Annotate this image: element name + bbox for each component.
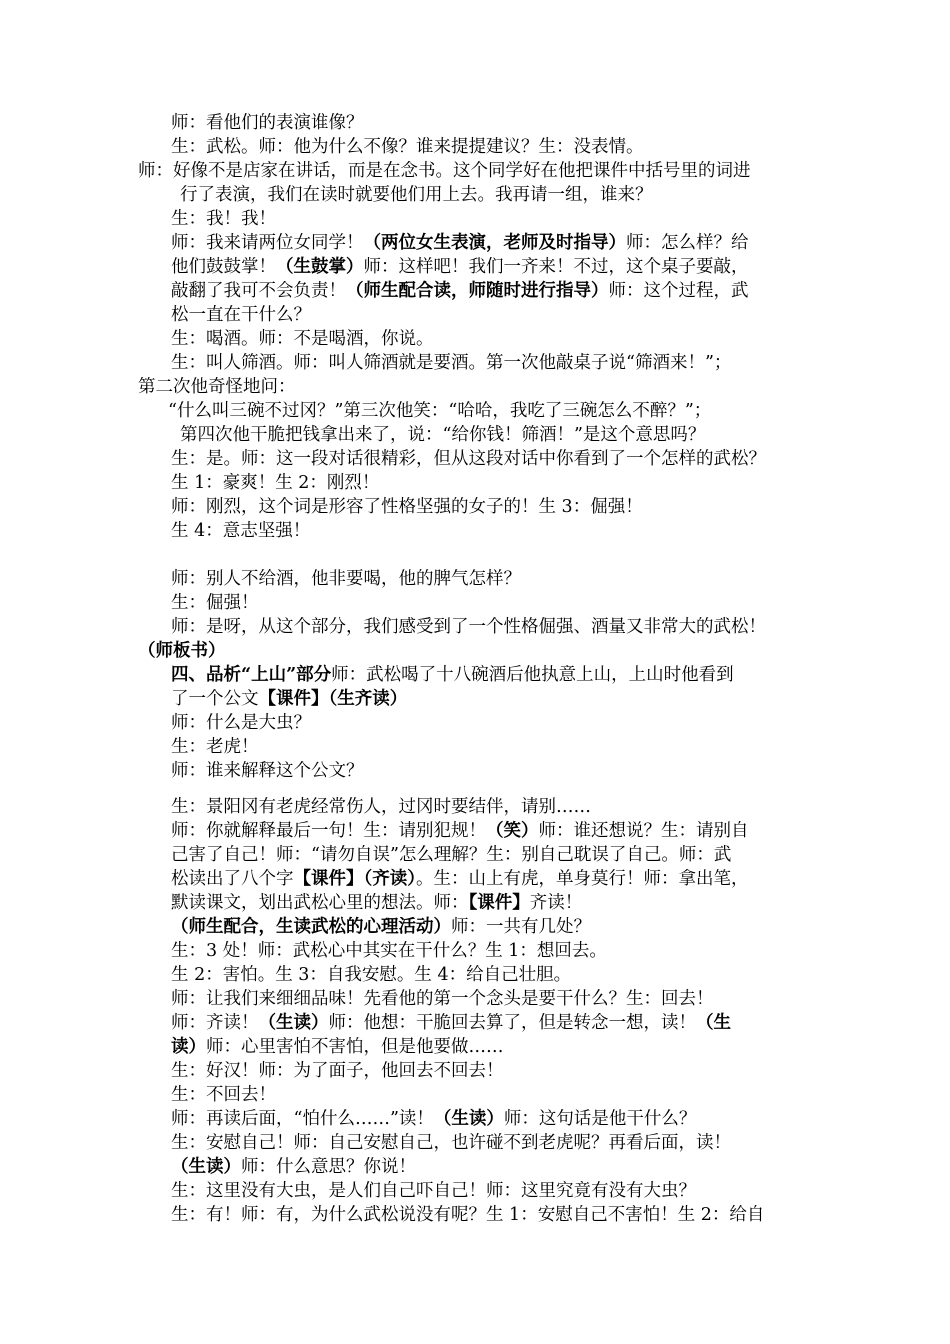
text-line <box>171 1012 731 1034</box>
section-heading: 四、品析“上山”部分 <box>171 665 332 685</box>
text-run: 齐读！ <box>529 893 583 913</box>
text-line <box>171 940 607 962</box>
text-run: 师：你就解释最后一句！生：请别犯规！ <box>171 821 486 841</box>
bold-annotation: （师生配合，生读武松的心理活动） <box>171 917 451 937</box>
text-line <box>171 796 591 818</box>
text-line <box>171 232 749 254</box>
text-line <box>138 160 751 182</box>
text-run: 师：他想：干脆回去算了，但是转念一想，读！ <box>328 1013 696 1033</box>
text-run: 师：什么意思？你说！ <box>241 1157 416 1177</box>
text-run: 师：心里害怕不害怕，但是他要做…… <box>206 1037 504 1057</box>
text-line <box>171 688 407 710</box>
text-line <box>171 496 643 518</box>
text-run: 师：看他们的表演谁像？ <box>171 113 364 133</box>
bold-annotation: 【课件】 <box>468 893 530 913</box>
text-line <box>171 256 749 278</box>
text-line <box>171 616 766 638</box>
text-run: 生：我！我！ <box>171 209 276 229</box>
text-run: 师：谁来解释这个公文？ <box>171 761 364 781</box>
text-line <box>171 712 311 734</box>
text-line <box>171 1132 731 1154</box>
text-run: 生 4：意志坚强！ <box>171 521 311 541</box>
bold-annotation: 读） <box>171 1037 206 1057</box>
text-run: 师：别人不给酒，他非要喝，他的脾气怎样？ <box>171 569 521 589</box>
text-line <box>171 1060 504 1082</box>
text-run: 师：齐读！ <box>171 1013 259 1033</box>
text-run: 生：有！师：有，为什么武松说没有呢？生 1：安慰自己不害怕！生 2：给自 <box>171 1205 765 1225</box>
text-run: 行了表演，我们在读时就要他们用上去。我再请一组，谁来？ <box>180 185 653 205</box>
bold-annotation: 【课件】（齐读） <box>293 869 416 889</box>
text-line <box>171 112 364 134</box>
text-line <box>171 1180 696 1202</box>
text-line <box>171 1156 416 1178</box>
text-run: 师：怎么样？给 <box>626 233 749 253</box>
text-run: 第四次他干脆把钱拿出来了，说：“给你钱！筛酒！”是这个意思吗？ <box>180 425 706 445</box>
text-run: 生：老虎！ <box>171 737 259 757</box>
text-line <box>171 328 434 350</box>
text-run: 松一直在干什么？ <box>171 305 311 325</box>
text-line <box>138 376 296 398</box>
bold-annotation: （笑） <box>486 821 539 841</box>
text-run: 师：刚烈，这个词是形容了性格坚强的女子的！生 3：倔强！ <box>171 497 643 517</box>
text-line <box>171 136 644 158</box>
text-run: 。生：山上有虎，单身莫行！师：拿出笔， <box>416 869 749 889</box>
text-run: 松读出了八个字 <box>171 869 294 889</box>
bold-annotation: （两位女生表演，老师及时指导） <box>363 233 626 253</box>
bold-annotation: （生读） <box>433 1109 504 1129</box>
text-run: 生：3 处！师：武松心中其实在干什么？生 1：想回去。 <box>171 941 607 961</box>
text-run: 师：这样吧！我们一齐来！不过，这个桌子要敲， <box>363 257 749 277</box>
text-line <box>171 868 749 890</box>
text-run: 生：倔强！ <box>171 593 259 613</box>
text-run: 生：不回去！ <box>171 1085 276 1105</box>
text-run: 生：是。师：这一段对话很精彩，但从这段对话中你看到了一个怎样的武松？ <box>171 449 766 469</box>
text-line <box>171 1036 504 1058</box>
text-run: 师：谁还想说？生：请别自 <box>538 821 749 841</box>
text-run: 生 1：豪爽！生 2：刚烈！ <box>171 473 380 493</box>
text-line <box>171 280 749 302</box>
text-line <box>171 1108 696 1130</box>
text-run: 生：这里没有大虫，是人们自己吓自己！师：这里究竟有没有大虫？ <box>171 1181 696 1201</box>
text-run: 生 2：害怕。生 3：自我安慰。生 4：给自己壮胆。 <box>171 965 572 985</box>
text-run: 师：是呀，从这个部分，我们感受到了一个性格倔强、酒量又非常大的武松！ <box>171 617 766 637</box>
text-run: 第二次他奇怪地问： <box>138 377 296 397</box>
text-run: 他们鼓鼓掌！ <box>171 257 276 277</box>
text-run: 己害了自己！师：“请勿自误”怎么理解？生：别自己耽误了自己。师：武 <box>171 845 732 865</box>
text-run: 生：武松。师：他为什么不像？谁来提提建议？生：没表情。 <box>171 137 644 157</box>
text-line <box>171 964 571 986</box>
bold-annotation: （师生配合读，师随时进行指导） <box>346 281 609 301</box>
text-run: 师：武松喝了十八碗酒后他执意上山，上山时他看到 <box>331 665 734 685</box>
bold-annotation: （生 <box>696 1013 731 1033</box>
text-run: 师：我来请两位女同学！ <box>171 233 364 253</box>
text-run: 师：好像不是店家在讲话，而是在念书。这个同学好在他把课件中括号里的词进 <box>138 161 751 181</box>
text-line <box>171 760 364 782</box>
text-run: “什么叫三碗不过冈？”第三次他笑：“哈哈，我吃了三碗怎么不醉？”； <box>168 401 712 421</box>
text-line <box>171 472 379 494</box>
text-run: 生：叫人筛酒。师：叫人筛酒就是要酒。第一次他敲桌子说“筛酒来！”； <box>171 353 732 373</box>
text-run: 生：好汉！师：为了面子，他回去不回去！ <box>171 1061 504 1081</box>
text-line <box>168 400 711 422</box>
text-line <box>180 424 705 446</box>
text-run: 生：景阳冈有老虎经常伤人，过冈时要结伴，请别…… <box>171 797 591 817</box>
section-heading-line <box>171 664 734 686</box>
text-line <box>171 352 731 374</box>
text-line <box>171 592 259 614</box>
text-run: 师：一共有几处？ <box>451 917 591 937</box>
bold-annotation: （生鼓掌） <box>276 257 364 277</box>
text-run: 了一个公文 <box>171 689 259 709</box>
text-run: 师：这个过程，武 <box>608 281 749 301</box>
text-run: 师：再读后面，“怕什么……”读！ <box>171 1109 434 1129</box>
text-line <box>171 736 259 758</box>
text-line <box>180 184 653 206</box>
text-line <box>171 520 310 542</box>
text-line <box>171 892 582 914</box>
text-run: 敲翻了我可不会负责！ <box>171 281 346 301</box>
text-line <box>171 568 521 590</box>
bold-annotation: （生读） <box>171 1157 241 1177</box>
text-line <box>171 448 766 470</box>
text-line <box>171 844 731 866</box>
bold-annotation: （师板书） <box>138 641 226 661</box>
text-line <box>171 1204 764 1226</box>
bold-annotation: （生读） <box>258 1013 329 1033</box>
text-line <box>171 916 591 938</box>
text-run: 师：让我们来细细品味！先看他的第一个念头是要干什么？生：回去！ <box>171 989 714 1009</box>
text-run: 默读课文，划出武松心里的想法。师： <box>171 893 469 913</box>
text-line <box>138 640 226 662</box>
text-run: 师：这句话是他干什么？ <box>503 1109 697 1129</box>
text-line <box>171 208 276 230</box>
text-line <box>171 988 714 1010</box>
text-line <box>171 304 311 326</box>
text-line <box>171 820 749 842</box>
text-run: 师：什么是大虫？ <box>171 713 311 733</box>
text-run: 生：喝酒。师：不是喝酒，你说。 <box>171 329 434 349</box>
bold-annotation: 【课件】（生齐读） <box>258 689 408 709</box>
text-line <box>171 1084 276 1106</box>
text-run: 生：安慰自己！师：自己安慰自己，也许碰不到老虎呢？再看后面，读！ <box>171 1133 731 1153</box>
